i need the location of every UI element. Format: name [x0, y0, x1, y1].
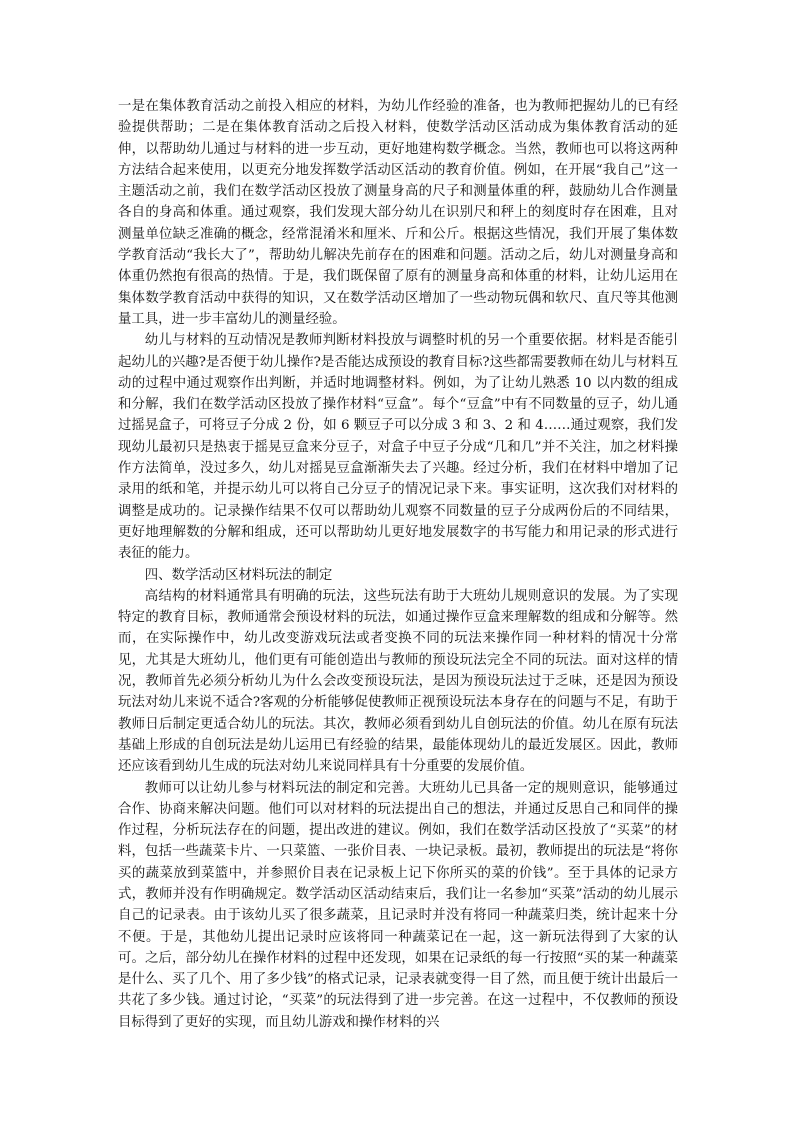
section-heading: 四、数学活动区材料玩法的制定	[144, 567, 333, 583]
paragraph-child-material-interaction: 幼儿与材料的互动情况是教师判断材料投放与调整时机的另一个重要依据。材料是否能引起幼儿的兴趣?是否便于幼儿操作?是否能达成预设的教育目标?这些都需要教师在幼儿与材料互动的过程中通过观察作出判断，并适时地调整材料。例如，为了让幼儿熟悉 10 以内数的组成和分解，我们在数学活动区投放了操作材料“豆盒”。每个“豆盒”中有不同数量的豆子，幼儿通过摇晃盒子，可将豆子分成 2 份，如 6 颗豆子可以分成 3 和 3、2 和 4……通过观察，我们发现幼儿最初只是热衷于摇晃豆盒来分豆子，对盒子中豆子分成“几和几”并不关注，加之材料操作方法简单，没过多久，幼儿对摇晃豆盒渐渐失去了兴趣。经过分析，我们在材料中增加了记录用的纸和笔，并提示幼儿可以将自己分豆子的情况记录下来。事实证明，这次我们对材料的调整是成功的。记录操作结果不仅可以帮助幼儿观察不同数量的豆子分成两份后的不同结果，更好地理解数的分解和组成，还可以帮助幼儿更好地发展数字的书写能力和用记录的形式进行表征的能力。	[118, 333, 678, 562]
paragraph-intro-continuation: 一是在集体教育活动之前投入相应的材料，为幼儿作经验的准备，也为教师把握幼儿的已有经验提供帮助；二是在集体教育活动之后投入材料，使数学活动区活动成为集体教育活动的延伸，以帮助幼儿通过与材料的进一步互动，更好地建构数学概念。当然，教师也可以将这两种方法结合起来使用，以更充分地发挥数学活动区活动的教育价值。例如，在开展“我自己”这一主题活动之前，我们在数学活动区投放了测量身高的尺子和测量体重的秤，鼓励幼儿合作测量各自的身高和体重。通过观察，我们发现大部分幼儿在识别尺和秤上的刻度时存在困难，且对测量单位缺乏准确的概念，经常混淆米和厘米、斤和公斤。根据这些情况，我们开展了集体数学教育活动“我长大了”，帮助幼儿解决先前存在的困难和问题。活动之后，幼儿对测量身高和体重仍然抱有很高的热情。于是，我们既保留了原有的测量身高和体重的材料，让幼儿运用在集体数学教育活动中获得的知识，又在数学活动区增加了一些动物玩偶和软尺、直尺等其他测量工具，进一步丰富幼儿的测量经验。	[118, 99, 678, 327]
paragraph-children-participation: 教师可以让幼儿参与材料玩法的制定和完善。大班幼儿已具备一定的规则意识，能够通过合作、协商来解决问题。他们可以对材料的玩法提出自己的想法，并通过反思自己和同伴的操作过程，分析玩法存在的问题，提出改进的建议。例如，我们在数学活动区投放了“买菜”的材料，包括一些蔬菜卡片、一只菜篮、一张价目表、一块记录板。最初，教师提出的玩法是“将你买的蔬菜放到菜篮中，并参照价目表在记录板上记下你所买的菜的价钱”。至于具体的记录方式，教师并没有作明确规定。数学活动区活动结束后，我们让一名参加“买菜”活动的幼儿展示自己的记录表。由于该幼儿买了很多蔬菜，且记录时并没有将同一种蔬菜归类，统计起来十分不便。于是，其他幼儿提出记录时应该将同一种蔬菜记在一起，这一新玩法得到了大家的认可。之后，部分幼儿在操作材料的过程中还发现，如果在记录纸的每一行按照“买的某一种蔬菜是什么、买了几个、用了多少钱”的格式记录，记录表就变得一目了然，而且便于统计出最后一共花了多少钱。通过讨论，“买菜”的玩法得到了进一步完善。在这一过程中，不仅教师的预设目标得到了更好的实现，而且幼儿游戏和操作材料的兴	[118, 780, 678, 1030]
paragraph-structured-material-rules: 高结构的材料通常具有明确的玩法，这些玩法有助于大班幼儿规则意识的发展。为了实现特定的教育目标，教师通常会预设材料的玩法，如通过操作豆盒来理解数的组成和分解等。然而，在实际操作中，幼儿改变游戏玩法或者变换不同的玩法来操作同一种材料的情况十分常见，尤其是大班幼儿，他们更有可能创造出与教师的预设玩法完全不同的玩法。面对这样的情况，教师首先必须分析幼儿为什么会改变预设玩法，是因为预设玩法过于乏味，还是因为预设玩法对幼儿来说不适合?客观的分析能够促使教师正视预设玩法本身存在的问题与不足，有助于教师日后制定更适合幼儿的玩法。其次，教师必须看到幼儿自创玩法的价值。幼儿在原有玩法基础上形成的自创玩法是幼儿运用已有经验的结果，最能体现幼儿的最近发展区。因此，教师还应该看到幼儿生成的玩法对幼儿来说同样具有十分重要的发展价值。	[118, 588, 678, 775]
document-page	[118, 96, 678, 1033]
